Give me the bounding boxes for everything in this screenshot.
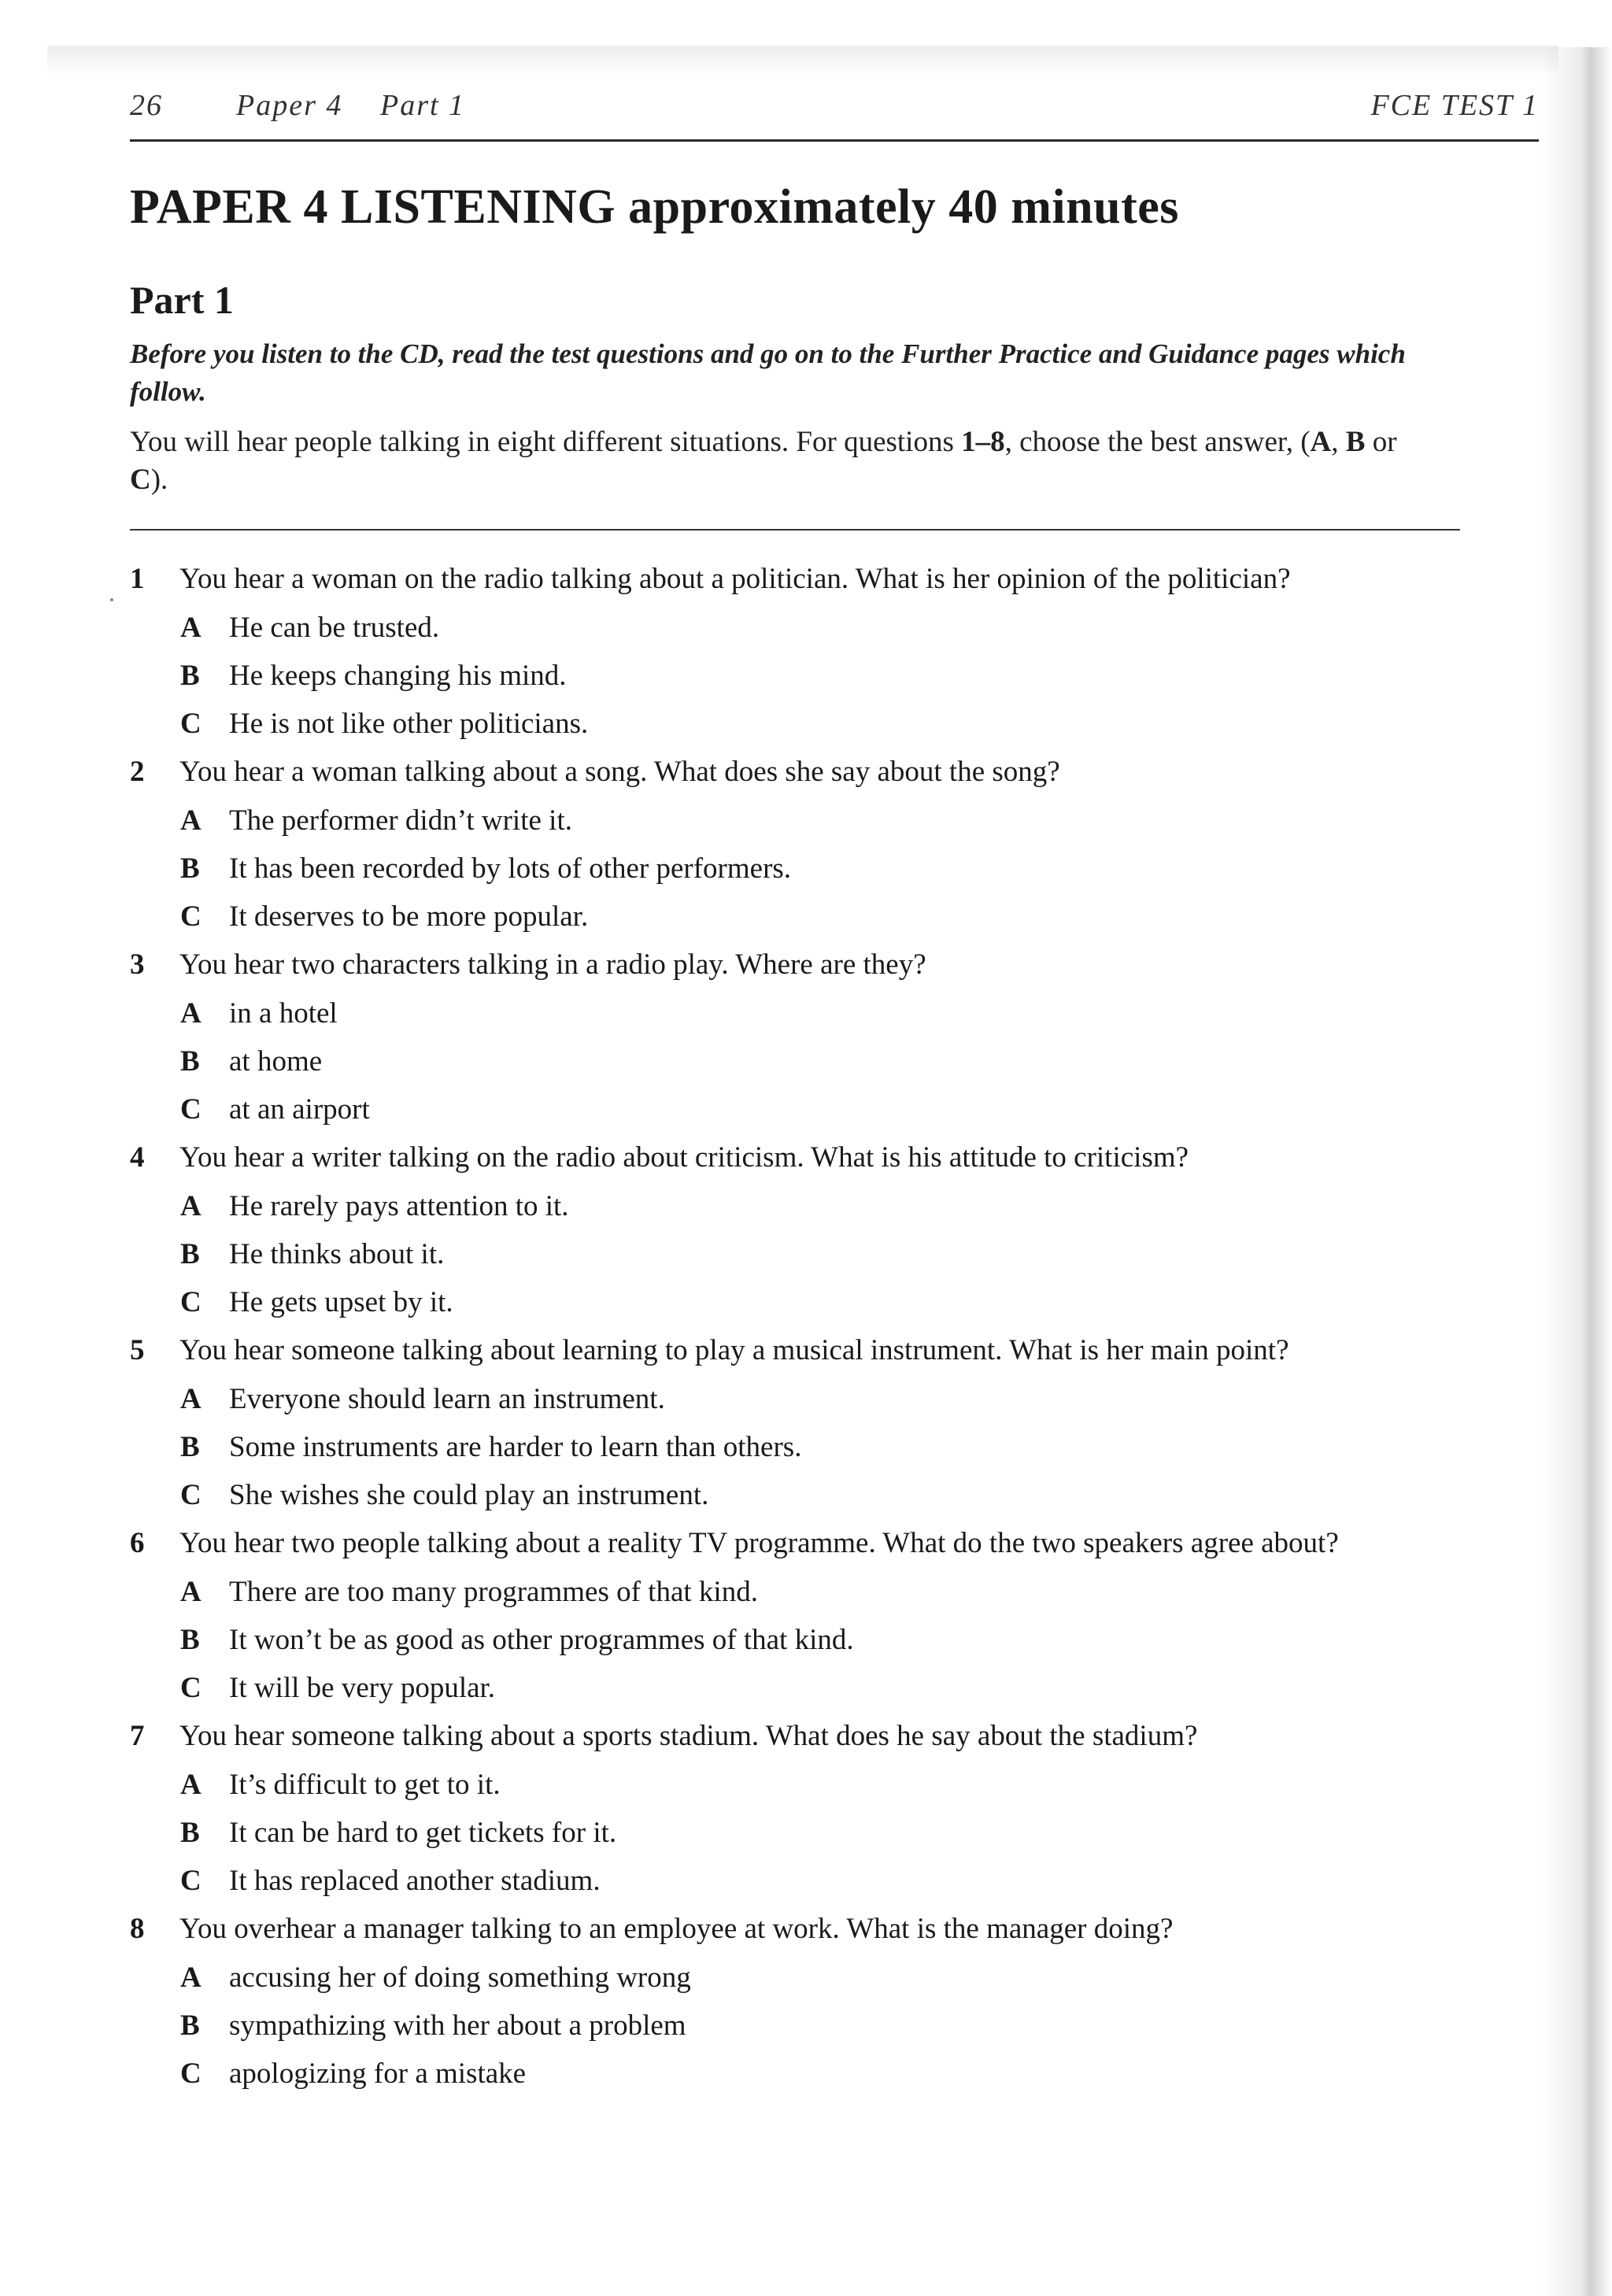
option-letter: C [180, 1479, 202, 1511]
question-text: You overhear a manager talking to an employee at work. What is the manager doing? [179, 1913, 1174, 1945]
option-text: It has replaced another stadium. [229, 1865, 601, 1897]
option-text: He gets upset by it. [229, 1286, 453, 1318]
answer-option [130, 1616, 1515, 1664]
option-text: at an airport [229, 1093, 370, 1126]
option-letter: C [180, 1865, 202, 1897]
option-text: The performer didn’t write it. [229, 804, 572, 837]
instruction-plain [130, 423, 1421, 499]
question-text: You hear two characters talking in a radio play. Where are they? [179, 948, 926, 981]
answer-option [130, 1085, 1515, 1133]
option-text: Some instruments are harder to learn than others. [229, 1431, 802, 1463]
answer-option [130, 893, 1515, 941]
instruction-text: , [1331, 426, 1346, 458]
option-letter: B [180, 1624, 200, 1656]
letter-b: B [1345, 426, 1366, 458]
question-stem [130, 1712, 1515, 1761]
question-number: 6 [130, 1527, 145, 1559]
answer-option [130, 797, 1515, 845]
option-letter: C [180, 1672, 202, 1704]
question-item [130, 1519, 1515, 1712]
question-number: 3 [130, 948, 145, 981]
page-number: 26 [130, 89, 163, 122]
option-text: in a hotel [229, 997, 338, 1030]
option-text: It can be hard to get tickets for it. [229, 1817, 617, 1849]
question-item [130, 1712, 1515, 1905]
question-item [130, 1905, 1515, 2098]
option-text: He can be trusted. [229, 612, 440, 644]
answer-option [130, 1954, 1515, 2002]
option-text: It will be very popular. [229, 1672, 496, 1704]
question-stem [130, 1905, 1515, 1954]
question-text: You hear a writer talking on the radio about criticism. What is his attitude to criticism? [179, 1141, 1189, 1174]
option-text: It deserves to be more popular. [229, 900, 589, 933]
answer-option [130, 1471, 1515, 1519]
answer-option [130, 1230, 1515, 1278]
question-stem [130, 555, 1515, 604]
option-letter: A [180, 612, 202, 644]
answer-option [130, 1809, 1515, 1857]
option-text: She wishes she could play an instrument. [229, 1479, 709, 1511]
option-text: It has been recorded by lots of other performers. [229, 852, 792, 885]
question-text: You hear two people talking about a reality TV programme. What do the two speakers agree about? [179, 1527, 1339, 1559]
option-letter: A [180, 1383, 202, 1415]
option-letter: C [180, 1093, 202, 1126]
answer-option [130, 2050, 1515, 2098]
question-text: You hear a woman on the radio talking about a politician. What is her opinion of the politician? [179, 563, 1291, 595]
option-text: He is not like other politicians. [229, 708, 589, 740]
option-letter: A [180, 1190, 202, 1222]
option-text: He keeps changing his mind. [229, 660, 567, 692]
question-text: You hear someone talking about learning to play a musical instrument. What is her main point? [179, 1334, 1289, 1366]
scan-shadow-right [1541, 47, 1612, 2296]
option-text: apologizing for a mistake [229, 2058, 527, 2090]
option-letter: B [180, 1045, 200, 1078]
option-letter: A [180, 804, 202, 837]
option-text: He rarely pays attention to it. [229, 1190, 569, 1222]
test-label: FCE TEST 1 [1370, 89, 1539, 122]
option-letter: B [180, 1238, 200, 1270]
answer-option [130, 1375, 1515, 1423]
running-header [130, 88, 1539, 135]
question-range: 1–8 [961, 426, 1005, 458]
answer-option [130, 700, 1515, 748]
option-letter: A [180, 997, 202, 1030]
answer-option [130, 1857, 1515, 1905]
option-letter: C [180, 1286, 202, 1318]
scan-shadow-top [47, 46, 1558, 77]
answer-option [130, 1664, 1515, 1712]
question-number: 4 [130, 1141, 145, 1174]
question-stem [130, 941, 1515, 989]
option-text: It won’t be as good as other programmes of that kind. [229, 1624, 854, 1656]
option-text: There are too many programmes of that kind. [229, 1576, 758, 1608]
option-letter: A [180, 1961, 202, 1994]
option-text: Everyone should learn an instrument. [229, 1383, 665, 1415]
question-number: 1 [130, 563, 145, 595]
option-letter: B [180, 2009, 200, 2042]
question-stem [130, 748, 1515, 797]
answer-option [130, 989, 1515, 1037]
answer-option [130, 1423, 1515, 1471]
instruction-text: ). [150, 464, 168, 496]
instruction-text: You will hear people talking in eight different situations. For questions [130, 426, 962, 458]
option-letter: A [180, 1576, 202, 1608]
instruction-text: , choose the best answer, ( [1004, 426, 1311, 458]
section-divider [130, 529, 1460, 531]
question-number: 5 [130, 1334, 145, 1366]
answer-option [130, 1182, 1515, 1230]
question-item [130, 1326, 1515, 1519]
question-number: 7 [130, 1720, 145, 1752]
question-text: You hear someone talking about a sports stadium. What does he say about the stadium? [179, 1720, 1198, 1752]
paper-label: Paper 4 [236, 89, 343, 122]
option-letter: B [180, 1817, 200, 1849]
option-letter: C [180, 900, 202, 933]
answer-option [130, 652, 1515, 700]
question-stem [130, 1519, 1515, 1568]
question-text: You hear a woman talking about a song. What does she say about the song? [179, 756, 1060, 788]
question-stem [130, 1326, 1515, 1375]
answer-option [130, 1278, 1515, 1326]
answer-option [130, 845, 1515, 893]
letter-c: C [130, 464, 151, 496]
option-text: It’s difficult to get to it. [229, 1769, 501, 1801]
question-item [130, 1133, 1515, 1326]
option-text: He thinks about it. [229, 1238, 445, 1270]
option-letter: A [180, 1769, 202, 1801]
option-text: accusing her of doing something wrong [229, 1961, 691, 1994]
scan-speck [110, 598, 113, 601]
question-item [130, 555, 1515, 748]
answer-option [130, 604, 1515, 652]
header-rule [130, 139, 1539, 142]
page-title: PAPER 4 LISTENING approximately 40 minutes [130, 180, 1179, 234]
option-letter: C [180, 708, 202, 740]
instruction-italic: Before you listen to the CD, read the test questions and go on to the Further Practice and Guidance pages which follow. [130, 338, 1406, 407]
letter-a: A [1310, 426, 1332, 458]
option-letter: B [180, 660, 200, 692]
option-letter: B [180, 1431, 200, 1463]
option-text: sympathizing with her about a problem [229, 2009, 686, 2042]
answer-option [130, 2002, 1515, 2050]
question-stem [130, 1133, 1515, 1182]
answer-option [130, 1037, 1515, 1085]
answer-option [130, 1761, 1515, 1809]
answer-option [130, 1568, 1515, 1616]
part-label: Part 1 [380, 89, 466, 122]
option-letter: B [180, 852, 200, 885]
question-item [130, 748, 1515, 941]
question-list [130, 555, 1515, 2098]
option-text: at home [229, 1045, 323, 1078]
instruction-text: or [1365, 426, 1397, 458]
question-number: 2 [130, 756, 145, 788]
question-number: 8 [130, 1913, 145, 1945]
option-letter: C [180, 2058, 202, 2090]
question-item [130, 941, 1515, 1133]
part-heading: Part 1 [130, 278, 234, 322]
